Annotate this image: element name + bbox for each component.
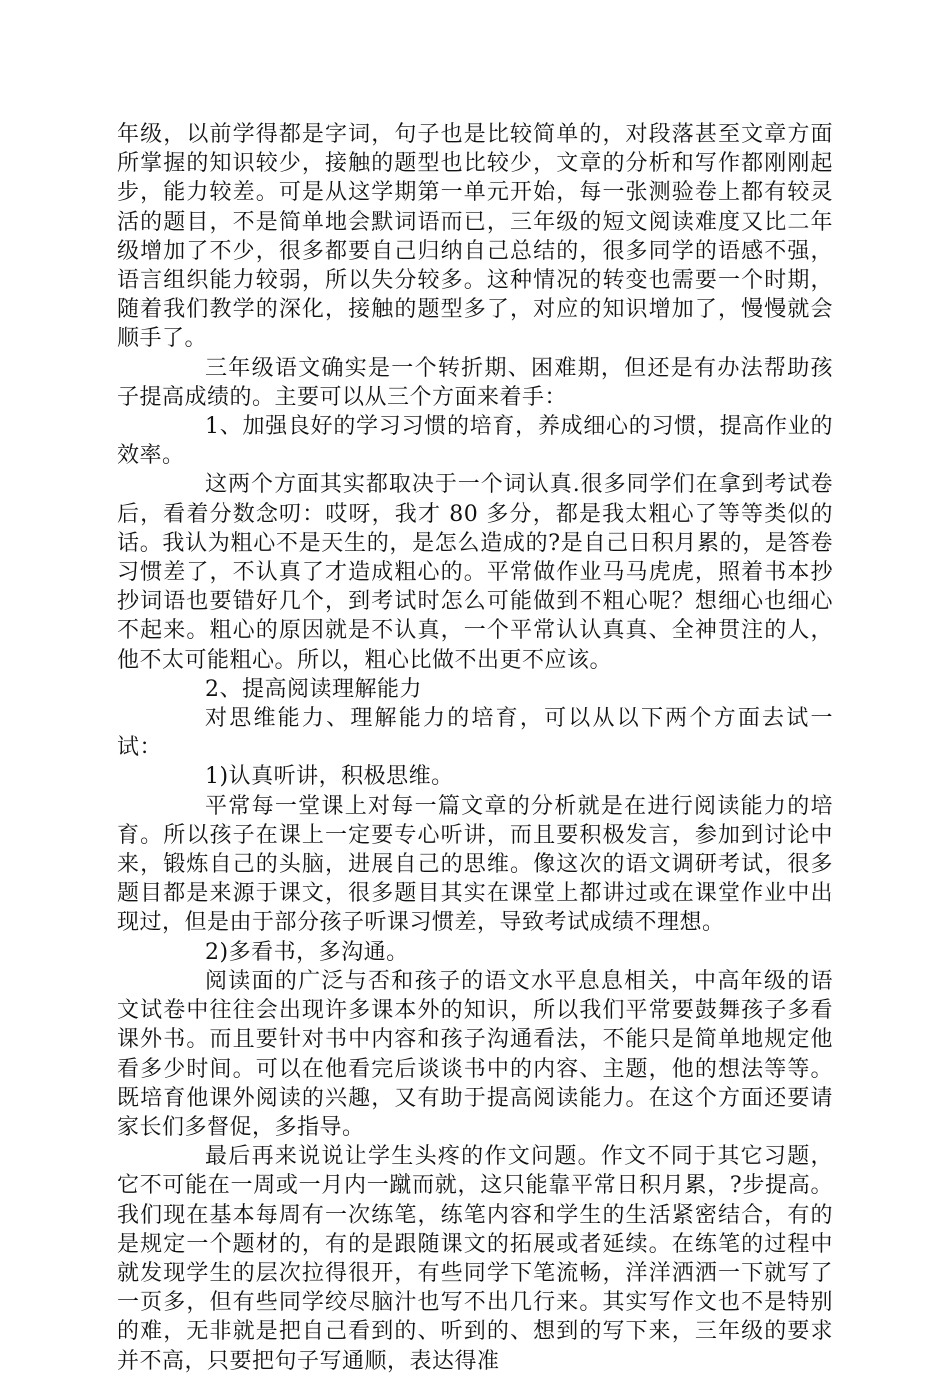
heading-subpoint-2: 2)多看书，多沟通。 xyxy=(205,939,409,965)
paragraph-reading-breadth: 阅读面的广泛与否和孩子的语文水平息息相关，中高年级的语文试卷中往往会出现许多课本外的知识，所以我们平常要鼓舞孩子多看课外书。而且要针对书中内容和孩子沟通看法，不能只是简单地规定他看多少时间。可以在他看完后谈谈书中的内容、主题，他的想法等等。既培育他课外阅读的兴趣，又有助于提高阅读能力。在这个方面还要请家长们多督促，多指导。 xyxy=(117,968,833,1140)
paragraph-carelessness: 这两个方面其实都取决于一个词认真.很多同学们在拿到考试卷后，看着分数念叨：哎呀，我才 80 多分，都是我太粗心了等等类似的话。我认为粗心不是天生的，是怎么造成的?是自己日积月累的，是答卷习惯差了，不认真了才造成粗心的。平常做作业马马虎虎，照着书本抄抄词语也要错好几个，到考试时怎么可能做到不粗心呢？想细心也细心不起来。粗心的原因就是不认真，一个平常认认真真、全神贯注的人，他不太可能粗心。所以，粗心比做不出更不应该。 xyxy=(117,472,833,673)
heading-point-2: 2、提高阅读理解能力 xyxy=(205,676,422,702)
heading-point-1: 1、加强良好的学习习惯的培育，养成细心的习惯，提高作业的效率。 xyxy=(117,414,833,469)
paragraph-thinking-ability: 对思维能力、理解能力的培育，可以从以下两个方面去试一试： xyxy=(117,706,833,761)
document-body xyxy=(117,120,833,1376)
paragraph-continuation: 年级，以前学得都是字词，句子也是比较简单的，对段落甚至文章方面所掌握的知识较少，接触的题型也比较少，文章的分析和写作都刚刚起步，能力较差。可是从这学期第一单元开始，每一张测验卷上都有较灵活的题目，不是简单地会默词语而已，三年级的短文阅读难度又比二年级增加了不少，很多都要自己归纳自己总结的，很多同学的语感不强，语言组织能力较弱，所以失分较多。这种情况的转变也需要一个时期，随着我们教学的深化，接触的题型多了，对应的知识增加了，慢慢就会顺手了。 xyxy=(117,122,833,352)
heading-subpoint-1: 1)认真听讲，积极思维。 xyxy=(205,764,454,790)
paragraph-grade-three-transition: 三年级语文确实是一个转折期、困难期，但还是有办法帮助孩子提高成绩的。主要可以从三个方面来着手： xyxy=(117,355,833,410)
paragraph-composition: 最后再来说说让学生头疼的作文问题。作文不同于其它习题，它不可能在一周或一月内一蹴而就，这只能靠平常日积月累，?步提高。我们现在基本每周有一次练笔，练笔内容和学生的生活紧密结合，有的是规定一个题材的，有的是跟随课文的拓展或者延续。在练笔的过程中就发现学生的层次拉得很开，有些同学下笔流畅，洋洋洒洒一下就写了一页多，但有些同学绞尽脑汁也写不出几行来。其实写作文也不是特别的难，无非就是把自己看到的、听到的、想到的写下来，三年级的要求并不高，只要把句子写通顺，表达得准 xyxy=(117,1144,833,1374)
paragraph-class-listening: 平常每一堂课上对每一篇文章的分析就是在进行阅读能力的培育。所以孩子在课上一定要专心听讲，而且要积极发言，参加到讨论中来，锻炼自己的头脑，进展自己的思维。像这次的语文调研考试，很多题目都是来源于课文，很多题目其实在课堂上都讲过或在课堂作业中出现过，但是由于部分孩子听课习惯差，导致考试成绩不理想。 xyxy=(117,793,833,936)
